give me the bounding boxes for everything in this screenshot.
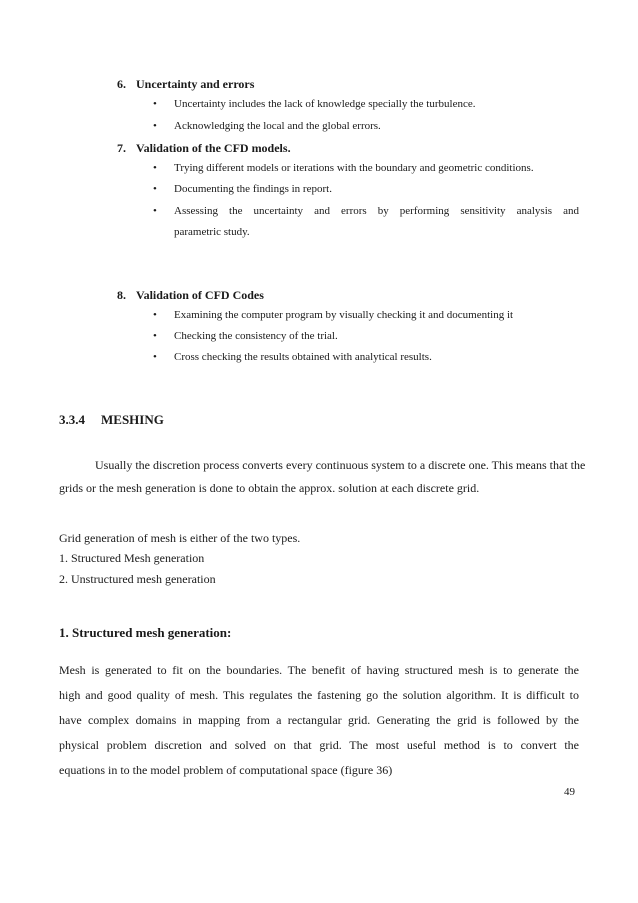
bullet-item: Cross checking the results obtained with analytical results. xyxy=(174,351,432,363)
structured-line-4: physical problem discretion and solved on that grid. The most useful method is to convert the xyxy=(59,738,579,752)
bullet-item: Checking the consistency of the trial. xyxy=(174,330,338,342)
meshing-intro-line-1: Usually the discretion process converts every continuous system to a discrete one. This means that the xyxy=(95,458,586,472)
meshing-heading-number: 3.3.4 xyxy=(59,412,85,427)
structured-line-3: have complex domains in mapping from a rectangular grid. Generating the grid is followed by the xyxy=(59,713,579,727)
bullet-item: Examining the computer program by visually checking it and documenting it xyxy=(174,309,514,321)
bullet-icon: • xyxy=(153,351,157,363)
structured-heading: 1. Structured mesh generation: xyxy=(59,625,232,640)
bullet-icon: • xyxy=(153,162,157,174)
meshing-heading-title: MESHING xyxy=(101,412,164,427)
bullet-item-continuation: parametric study. xyxy=(174,226,250,238)
structured-line-2: high and good quality of mesh. This regulates the fastening go the solution algorithm. It is difficult to xyxy=(59,688,579,702)
meshing-heading xyxy=(59,412,164,428)
section-6-heading xyxy=(117,77,254,92)
section-8-number: 8. xyxy=(117,288,126,302)
bullet-icon: • xyxy=(153,183,157,195)
mesh-type-2: 2. Unstructured mesh generation xyxy=(59,572,216,586)
bullet-item: Assessing the uncertainty and errors by performing sensitivity analysis and xyxy=(174,205,579,217)
section-6-number: 6. xyxy=(117,77,126,91)
mesh-type-1: 1. Structured Mesh generation xyxy=(59,551,205,565)
structured-line-1: Mesh is generated to fit on the boundaries. The benefit of having structured mesh is to generate the xyxy=(59,663,579,677)
structured-line-5: equations in to the model problem of computational space (figure 36) xyxy=(59,763,393,777)
bullet-icon: • xyxy=(153,98,157,110)
mesh-types-intro: Grid generation of mesh is either of the two types. xyxy=(59,531,301,545)
bullet-icon: • xyxy=(153,120,157,132)
bullet-item: Uncertainty includes the lack of knowledge specially the turbulence. xyxy=(174,98,476,110)
bullet-item: Acknowledging the local and the global errors. xyxy=(174,120,381,132)
section-8-heading xyxy=(117,288,264,303)
section-7-heading xyxy=(117,141,291,156)
page-number: 49 xyxy=(564,786,575,798)
bullet-icon: • xyxy=(153,330,157,342)
meshing-intro-line-2: grids or the mesh generation is done to obtain the approx. solution at each discrete grid. xyxy=(59,481,480,495)
section-7-title: Validation of the CFD models. xyxy=(136,141,291,155)
bullet-icon: • xyxy=(153,205,157,217)
bullet-icon: • xyxy=(153,309,157,321)
bullet-item: Documenting the findings in report. xyxy=(174,183,332,195)
bullet-item: Trying different models or iterations with the boundary and geometric conditions. xyxy=(174,162,534,174)
section-7-number: 7. xyxy=(117,141,126,155)
section-8-title: Validation of CFD Codes xyxy=(136,288,264,302)
section-6-title: Uncertainty and errors xyxy=(136,77,255,91)
